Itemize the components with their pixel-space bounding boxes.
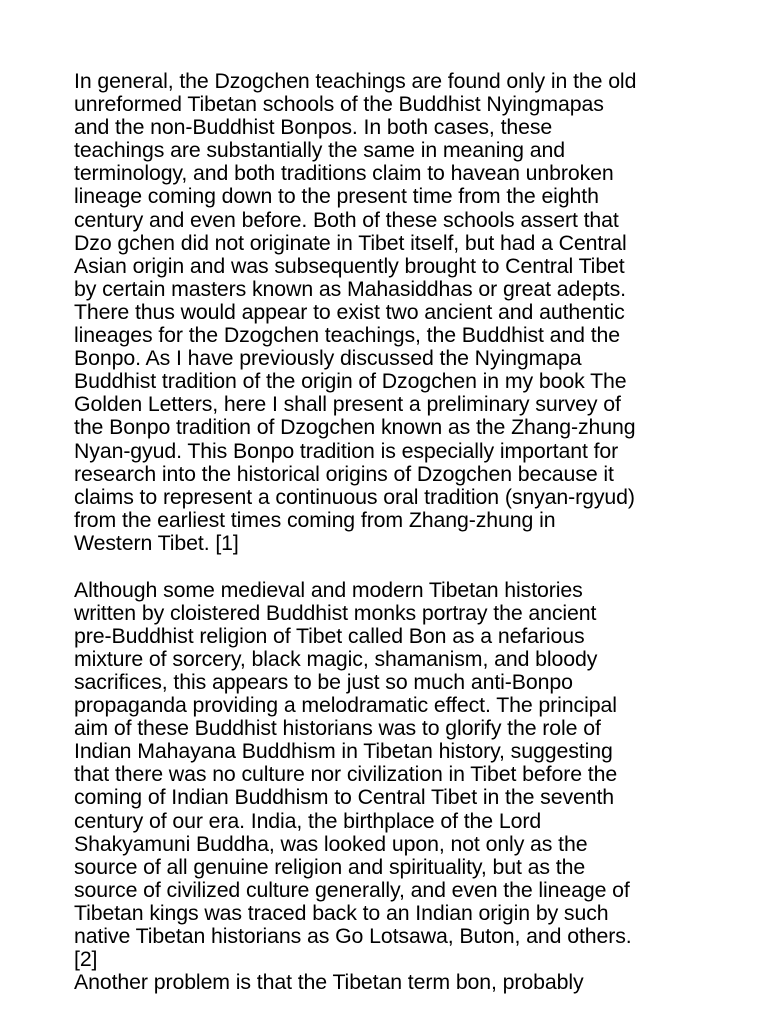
text-line: research into the historical origins of Dzogchen because it xyxy=(74,461,614,486)
text-line: source of all genuine religion and spirituality, but as the xyxy=(74,854,586,879)
text-line: Shakyamuni Buddha, was looked upon, not only as the xyxy=(74,831,588,856)
text-line: Although some medieval and modern Tibetan histories xyxy=(74,577,583,602)
text-line: century and even before. Both of these schools assert that xyxy=(74,207,619,232)
text-line: Bonpo. As I have previously discussed the Nyingmapa xyxy=(74,346,582,371)
text-line: Another problem is that the Tibetan term bon, probably xyxy=(74,970,584,995)
text-line: source of civilized culture generally, and even the lineage of xyxy=(74,877,630,902)
text-line: the Bonpo tradition of Dzogchen known as the Zhang-zhung xyxy=(74,415,636,440)
text-line: by certain masters known as Mahasiddhas or great adepts. xyxy=(74,276,626,301)
text-line: [2] xyxy=(74,947,98,972)
document-body xyxy=(74,70,734,994)
text-line: propaganda providing a melodramatic effect. The principal xyxy=(74,693,617,718)
text-line: from the earliest times coming from Zhang-zhung in xyxy=(74,507,556,532)
paragraph-spacer xyxy=(74,555,734,579)
text-line: that there was no culture nor civilization in Tibet before the xyxy=(74,762,618,787)
text-line: sacrifices, this appears to be just so much anti-Bonpo xyxy=(74,669,573,694)
text-line: Nyan-gyud. This Bonpo tradition is especially important for xyxy=(74,438,619,463)
paragraph-1 xyxy=(74,70,734,555)
text-line: Golden Letters, here I shall present a preliminary survey of xyxy=(74,392,621,417)
text-line: pre-Buddhist religion of Tibet called Bon as a nefarious xyxy=(74,623,585,648)
text-line: Tibetan kings was traced back to an Indian origin by such xyxy=(74,900,609,925)
text-line: Western Tibet. [1] xyxy=(74,530,239,555)
paragraph-2 xyxy=(74,579,734,995)
text-line: unreformed Tibetan schools of the Buddhist Nyingmapas xyxy=(74,92,604,117)
text-line: There thus would appear to exist two ancient and authentic xyxy=(74,299,625,324)
text-line: mixture of sorcery, black magic, shamanism, and bloody xyxy=(74,646,598,671)
text-line: written by cloistered Buddhist monks portray the ancient xyxy=(74,600,597,625)
text-line: In general, the Dzogchen teachings are found only in the old xyxy=(74,69,637,93)
text-line: coming of Indian Buddhism to Central Tibet in the seventh xyxy=(74,785,615,810)
text-line: Asian origin and was subsequently brought to Central Tibet xyxy=(74,253,625,278)
text-line: native Tibetan historians as Go Lotsawa, Buton, and others. xyxy=(74,923,632,948)
text-line: and the non-Buddhist Bonpos. In both cases, these xyxy=(74,115,553,140)
text-line: aim of these Buddhist historians was to glorify the role of xyxy=(74,716,601,741)
text-line: lineage coming down to the present time from the eighth xyxy=(74,184,599,209)
text-line: Buddhist tradition of the origin of Dzogchen in my book The xyxy=(74,369,627,394)
text-line: claims to represent a continuous oral tradition (snyan-rgyud) xyxy=(74,484,635,509)
text-line: terminology, and both traditions claim to havean unbroken xyxy=(74,161,614,186)
text-line: teachings are substantially the same in meaning and xyxy=(74,138,565,163)
text-line: Indian Mahayana Buddhism in Tibetan history, suggesting xyxy=(74,739,613,764)
text-line: lineages for the Dzogchen teachings, the Buddhist and the xyxy=(74,323,621,348)
text-line: century of our era. India, the birthplace of the Lord xyxy=(74,808,542,833)
text-line: Dzo gchen did not originate in Tibet itself, but had a Central xyxy=(74,230,627,255)
